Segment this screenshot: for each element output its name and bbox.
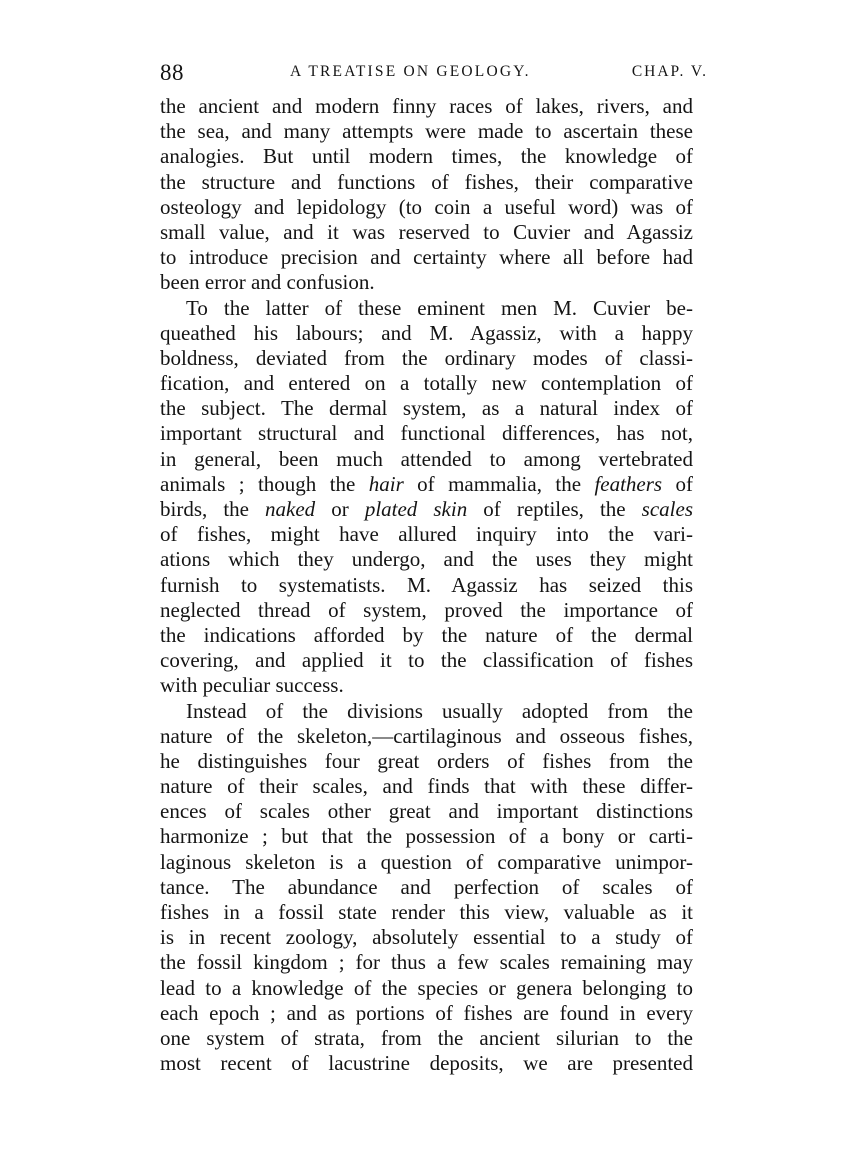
text-line	[160, 774, 693, 799]
text-line	[160, 421, 693, 446]
text-line	[160, 195, 693, 220]
italic-word: hair	[368, 471, 404, 496]
text-line	[160, 976, 693, 1001]
text-line	[160, 119, 693, 144]
text-run: laginous skeleton is a question of comparative unimpor-	[160, 849, 693, 874]
text-run: each epoch ; and as portions of fishes are found in every	[160, 1000, 693, 1025]
text-run: of	[662, 471, 693, 496]
text-run: fication, and entered on a totally new contemplation of	[160, 371, 693, 396]
text-run: ations which they undergo, and the uses they might	[160, 547, 693, 572]
text-line	[160, 875, 693, 900]
text-run: the indications afforded by the nature of the dermal	[160, 622, 693, 647]
text-run: been error and confusion.	[160, 270, 375, 295]
text-run: harmonize ; but that the possession of a bony or carti-	[160, 824, 693, 849]
text-line	[160, 447, 693, 472]
text-run: boldness, deviated from the ordinary modes of classi-	[160, 345, 693, 370]
text-run: nature of their scales, and finds that with these differ-	[160, 774, 693, 799]
text-run: covering, and applied it to the classification of fishes	[160, 648, 693, 673]
text-line	[160, 321, 693, 346]
text-run: of reptiles, the	[467, 497, 642, 521]
text-run: of mammalia, the	[403, 471, 595, 496]
text-run: osteology and lepidology (to coin a useful word) was of	[160, 194, 693, 219]
text-line	[160, 296, 693, 321]
text-run: he distinguishes four great orders of fishes from the	[160, 748, 693, 773]
text-run: one system of strata, from the ancient silurian to the	[160, 1025, 693, 1050]
text-run: nature of the skeleton,—cartilaginous and osseous fishes,	[160, 723, 693, 748]
text-run: analogies. But until modern times, the knowledge of	[160, 144, 693, 169]
text-run: of fishes, might have allured inquiry into the vari-	[160, 522, 693, 547]
text-line	[160, 371, 693, 396]
text-run: with peculiar success.	[160, 673, 344, 698]
text-line	[160, 673, 693, 698]
italic-word: scales	[641, 497, 693, 521]
italic-word: naked	[265, 497, 316, 521]
italic-word: plated skin	[364, 497, 468, 521]
text-run: or	[315, 497, 365, 521]
text-run: in general, been much attended to among vertebrated	[160, 446, 693, 471]
text-line	[160, 170, 693, 195]
chapter-label: CHAP. V.	[631, 63, 708, 80]
text-line	[160, 724, 693, 749]
text-line	[160, 522, 693, 547]
text-line	[160, 900, 693, 925]
text-line	[160, 573, 693, 598]
text-run: small value, and it was reserved to Cuvier and Agassiz	[160, 219, 693, 244]
text-run: furnish to systematists. M. Agassiz has seized this	[160, 572, 693, 597]
text-run: important structural and functional differences, has not,	[160, 421, 693, 446]
text-line	[160, 547, 693, 572]
text-line	[160, 824, 693, 849]
text-run: Instead of the divisions usually adopted from the	[186, 698, 693, 723]
text-line	[160, 850, 693, 875]
text-run: fishes in a fossil state render this view, valuable as it	[160, 900, 693, 924]
text-line	[160, 346, 693, 371]
text-line	[160, 1001, 693, 1026]
text-run: birds, the	[160, 497, 266, 521]
text-line	[160, 270, 693, 295]
text-line	[160, 396, 693, 421]
text-line	[160, 950, 693, 975]
text-line	[160, 799, 693, 824]
text-line	[160, 648, 693, 673]
text-line	[160, 623, 693, 648]
text-line	[160, 598, 693, 623]
text-line	[160, 1051, 693, 1076]
text-run: the fossil kingdom ; for thus a few scales remaining may	[160, 950, 693, 975]
page-number: 88	[160, 60, 184, 85]
running-header	[160, 60, 708, 88]
text-line	[160, 1026, 693, 1051]
text-run: to introduce precision and certainty where all before had	[160, 245, 693, 270]
text-run: the sea, and many attempts were made to ascertain these	[160, 119, 693, 144]
text-run: neglected thread of system, proved the importance of	[160, 597, 693, 622]
text-line	[160, 94, 693, 119]
italic-word: feathers	[594, 471, 663, 496]
text-line	[160, 925, 693, 950]
text-line	[160, 245, 693, 270]
text-line	[160, 472, 693, 497]
text-line	[160, 220, 693, 245]
text-run: the subject. The dermal system, as a natural index of	[160, 396, 693, 421]
text-run: the ancient and modern finny races of lakes, rivers, and	[160, 94, 693, 118]
text-line	[160, 699, 693, 724]
text-line	[160, 497, 693, 522]
text-run: ences of scales other great and important distinctions	[160, 799, 693, 824]
text-run: is in recent zoology, absolutely essential to a study of	[160, 925, 693, 950]
text-run: tance. The abundance and perfection of scales of	[160, 874, 693, 899]
text-line	[160, 749, 693, 774]
text-run: animals ; though the	[160, 471, 369, 496]
text-run: most recent of lacustrine deposits, we are presented	[160, 1051, 693, 1076]
text-run: queathed his labours; and M. Agassiz, with a happy	[160, 320, 693, 345]
running-title: A TREATISE ON GEOLOGY.	[290, 63, 531, 80]
text-run: lead to a knowledge of the species or genera belonging to	[160, 975, 693, 1000]
text-line	[160, 144, 693, 169]
text-run: To the latter of these eminent men M. Cuvier be-	[186, 295, 693, 320]
text-run: the structure and functions of fishes, their comparative	[160, 169, 693, 194]
body-text	[160, 94, 693, 1076]
